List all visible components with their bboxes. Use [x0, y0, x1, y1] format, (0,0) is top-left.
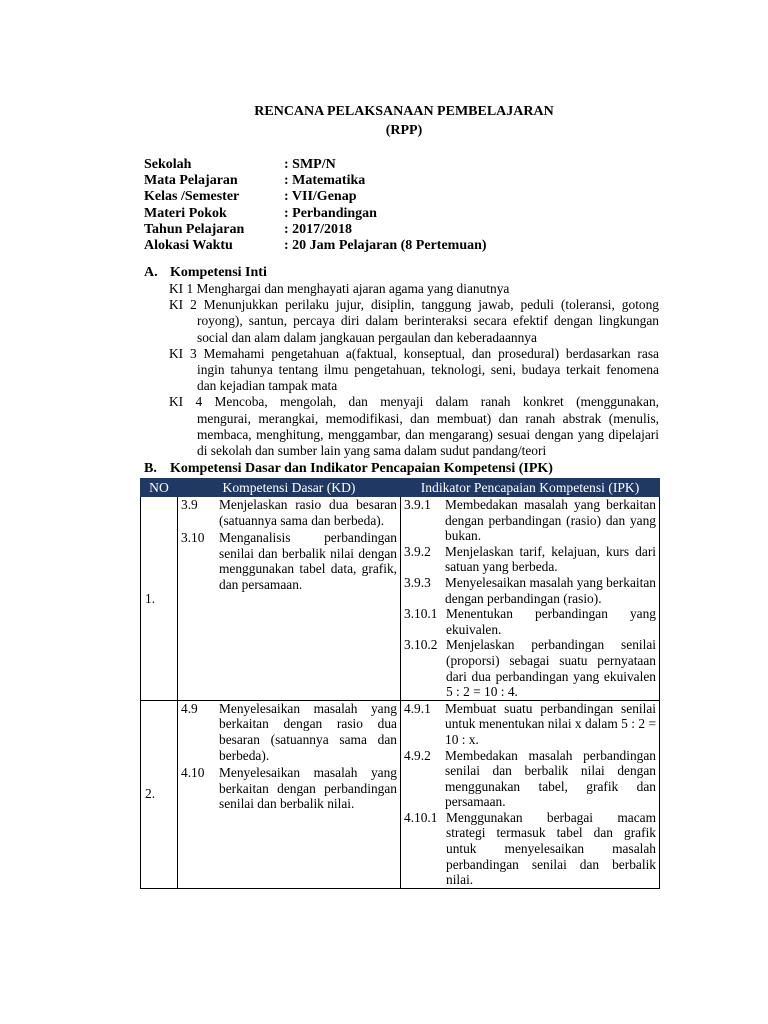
ipk-number: 4.9.2	[404, 747, 431, 763]
meta-row	[144, 189, 487, 205]
ipk-text: Menyelesaikan masalah yang berkaitan dengan perbandingan (rasio).	[445, 574, 656, 606]
metadata-block	[144, 157, 487, 254]
meta-row	[144, 238, 487, 254]
ki-item	[169, 394, 659, 459]
ki-first-line: KI 1 Menghargai dan menghayati ajaran agama yang dianutnya	[169, 281, 510, 296]
section-heading	[144, 265, 659, 281]
ipk-text: Menjelaskan perbandingan senilai (proporsi) sebagai suatu pernyataan dari dua perbandingan yang ekuivalen 5 : 2 = 10 : 4.	[446, 637, 656, 700]
ki-continuation: royong), santun, percaya diri dalam berinteraksi secara efektif dengan lingkungan social dan alam dalam jangkauan pergaulan dan keberadaannya	[197, 313, 659, 345]
ki-continuation: ingin tahunya tentang ilmu pengetahuan, teknologi, seni, budaya terkait fenomena dan kejadian tampak mata	[197, 362, 659, 394]
ipk-number: 3.9.1	[404, 497, 431, 512]
ipk-cell	[401, 700, 660, 888]
kd-text: Menjelaskan rasio dua besaran (satuannya sama dan berbeda).	[219, 497, 397, 528]
kd-number: 4.9	[181, 700, 198, 716]
ipk-text: Membedakan masalah yang berkaitan dengan perbandingan (rasio) dan yang bukan.	[445, 497, 656, 544]
kd-number: 3.10	[181, 530, 205, 546]
ipk-text: Menggunakan berbagai macam strategi termasuk tabel dan grafik untuk menyelesaikan masalah perbandingan senilai dan berbalik nilai.	[446, 809, 656, 888]
kd-text: Menyelesaikan masalah yang berkaitan dengan perbandingan senilai dan berbalik nilai.	[219, 765, 397, 812]
ipk-text: Membedakan masalah perbandingan senilai dan berbalik nilai dengan menggunakan tabel, grafik dan persamaan.	[445, 747, 656, 810]
kd-item	[181, 530, 397, 592]
ipk-text: Membuat suatu perbandingan senilai untuk menentukan nilai x dalam 5 : 2 = 10 : x.	[445, 700, 656, 747]
ki-first-line: KI 3 Memahami pengetahuan a(faktual, konseptual, dan prosedural) berdasarkan rasa	[169, 345, 659, 361]
section-letter: A.	[144, 265, 158, 280]
kd-text: Menyelesaikan masalah yang berkaitan dengan rasio dua besaran (satuannya sama dan berbeda).	[219, 700, 397, 763]
table-row	[141, 497, 660, 701]
meta-row	[144, 222, 487, 238]
meta-value: : 20 Jam Pelajaran (8 Pertemuan)	[284, 238, 487, 254]
kd-item	[181, 701, 397, 763]
document-subtitle: (RPP)	[385, 123, 423, 138]
ki-first-line: KI 4 Mencoba, mengolah, dan menyaji dalam ranah konkret (menggunakan,	[169, 394, 659, 410]
kd-cell	[178, 497, 401, 701]
ipk-cell	[401, 497, 660, 701]
ipk-text: Menentukan perbandingan yang ekuivalen.	[446, 606, 656, 637]
ki-item	[169, 281, 659, 297]
table-row	[141, 700, 660, 888]
ipk-number: 4.10.1	[404, 809, 438, 825]
meta-label: Materi Pokok	[144, 205, 227, 221]
kd-cell	[178, 700, 401, 888]
meta-value: : 2017/2018	[284, 221, 353, 237]
ipk-item	[404, 606, 656, 637]
ipk-item	[404, 575, 656, 606]
meta-row	[144, 157, 487, 173]
kd-number: 3.9	[181, 497, 198, 512]
kd-item	[181, 497, 397, 528]
ipk-item	[404, 497, 656, 544]
row-number: 1.	[141, 497, 178, 701]
ipk-number: 3.9.2	[404, 543, 431, 559]
ipk-item	[404, 748, 656, 810]
meta-row	[144, 173, 487, 189]
meta-value: : Perbandingan	[284, 205, 377, 221]
kd-number: 4.10	[181, 765, 205, 781]
ipk-number: 3.9.3	[404, 574, 431, 590]
section-title: Kompetensi Inti	[170, 265, 267, 280]
meta-label: Sekolah	[144, 157, 192, 172]
meta-row	[144, 206, 487, 222]
section-heading	[144, 461, 553, 477]
ipk-number: 3.10.2	[404, 637, 438, 653]
meta-value: : VII/Genap	[284, 189, 357, 205]
ki-continuation: mengurai, merangkai, memodifikasi, dan membuat) dan ranah abstrak (menulis, membaca, menghitung, menggambar, dan mengarang) sesuai dengan yang dipelajari di sekolah dan sumber lain yang sama dalam sudut pandang/teori	[197, 410, 659, 459]
kd-ipk-table	[140, 478, 660, 889]
kd-item	[181, 765, 397, 812]
meta-label: Mata Pelajaran	[144, 173, 238, 189]
ipk-item	[404, 701, 656, 748]
row-number: 2.	[141, 700, 178, 888]
ipk-item	[404, 544, 656, 575]
meta-value: : SMP/N	[284, 157, 336, 172]
column-header: NO	[141, 479, 178, 497]
ipk-item	[404, 810, 656, 888]
ipk-text: Menjelaskan tarif, kelajuan, kurs dari satuan yang berbeda.	[445, 543, 656, 575]
ipk-item	[404, 637, 656, 699]
meta-label: Alokasi Waktu	[144, 238, 233, 254]
section-title: Kompetensi Dasar dan Indikator Pencapaian Kompetensi (IPK)	[170, 461, 553, 476]
ipk-number: 4.9.1	[404, 700, 431, 716]
meta-label: Tahun Pelajaran	[144, 221, 245, 237]
table-header-row	[141, 479, 660, 497]
document-title: RENCANA PELAKSANAAN PEMBELAJARAN	[254, 104, 554, 119]
kompetensi-inti-section	[144, 265, 659, 459]
column-header: Kompetensi Dasar (KD)	[178, 479, 401, 497]
section-letter: B.	[144, 461, 157, 476]
ki-item	[169, 297, 659, 346]
meta-label: Kelas /Semester	[144, 189, 240, 205]
ipk-number: 3.10.1	[404, 606, 438, 622]
ki-item	[169, 346, 659, 395]
ki-first-line: KI 2 Menunjukkan perilaku jujur, disiplin, tanggung jawab, peduli (toleransi, gotong	[169, 297, 659, 313]
kd-text: Menganalisis perbandingan senilai dan berbalik nilai dengan menggunakan tabel data, grafik, dan persamaan.	[219, 530, 397, 592]
column-header: Indikator Pencapaian Kompetensi (IPK)	[401, 479, 660, 497]
meta-value: : Matematika	[284, 173, 366, 189]
